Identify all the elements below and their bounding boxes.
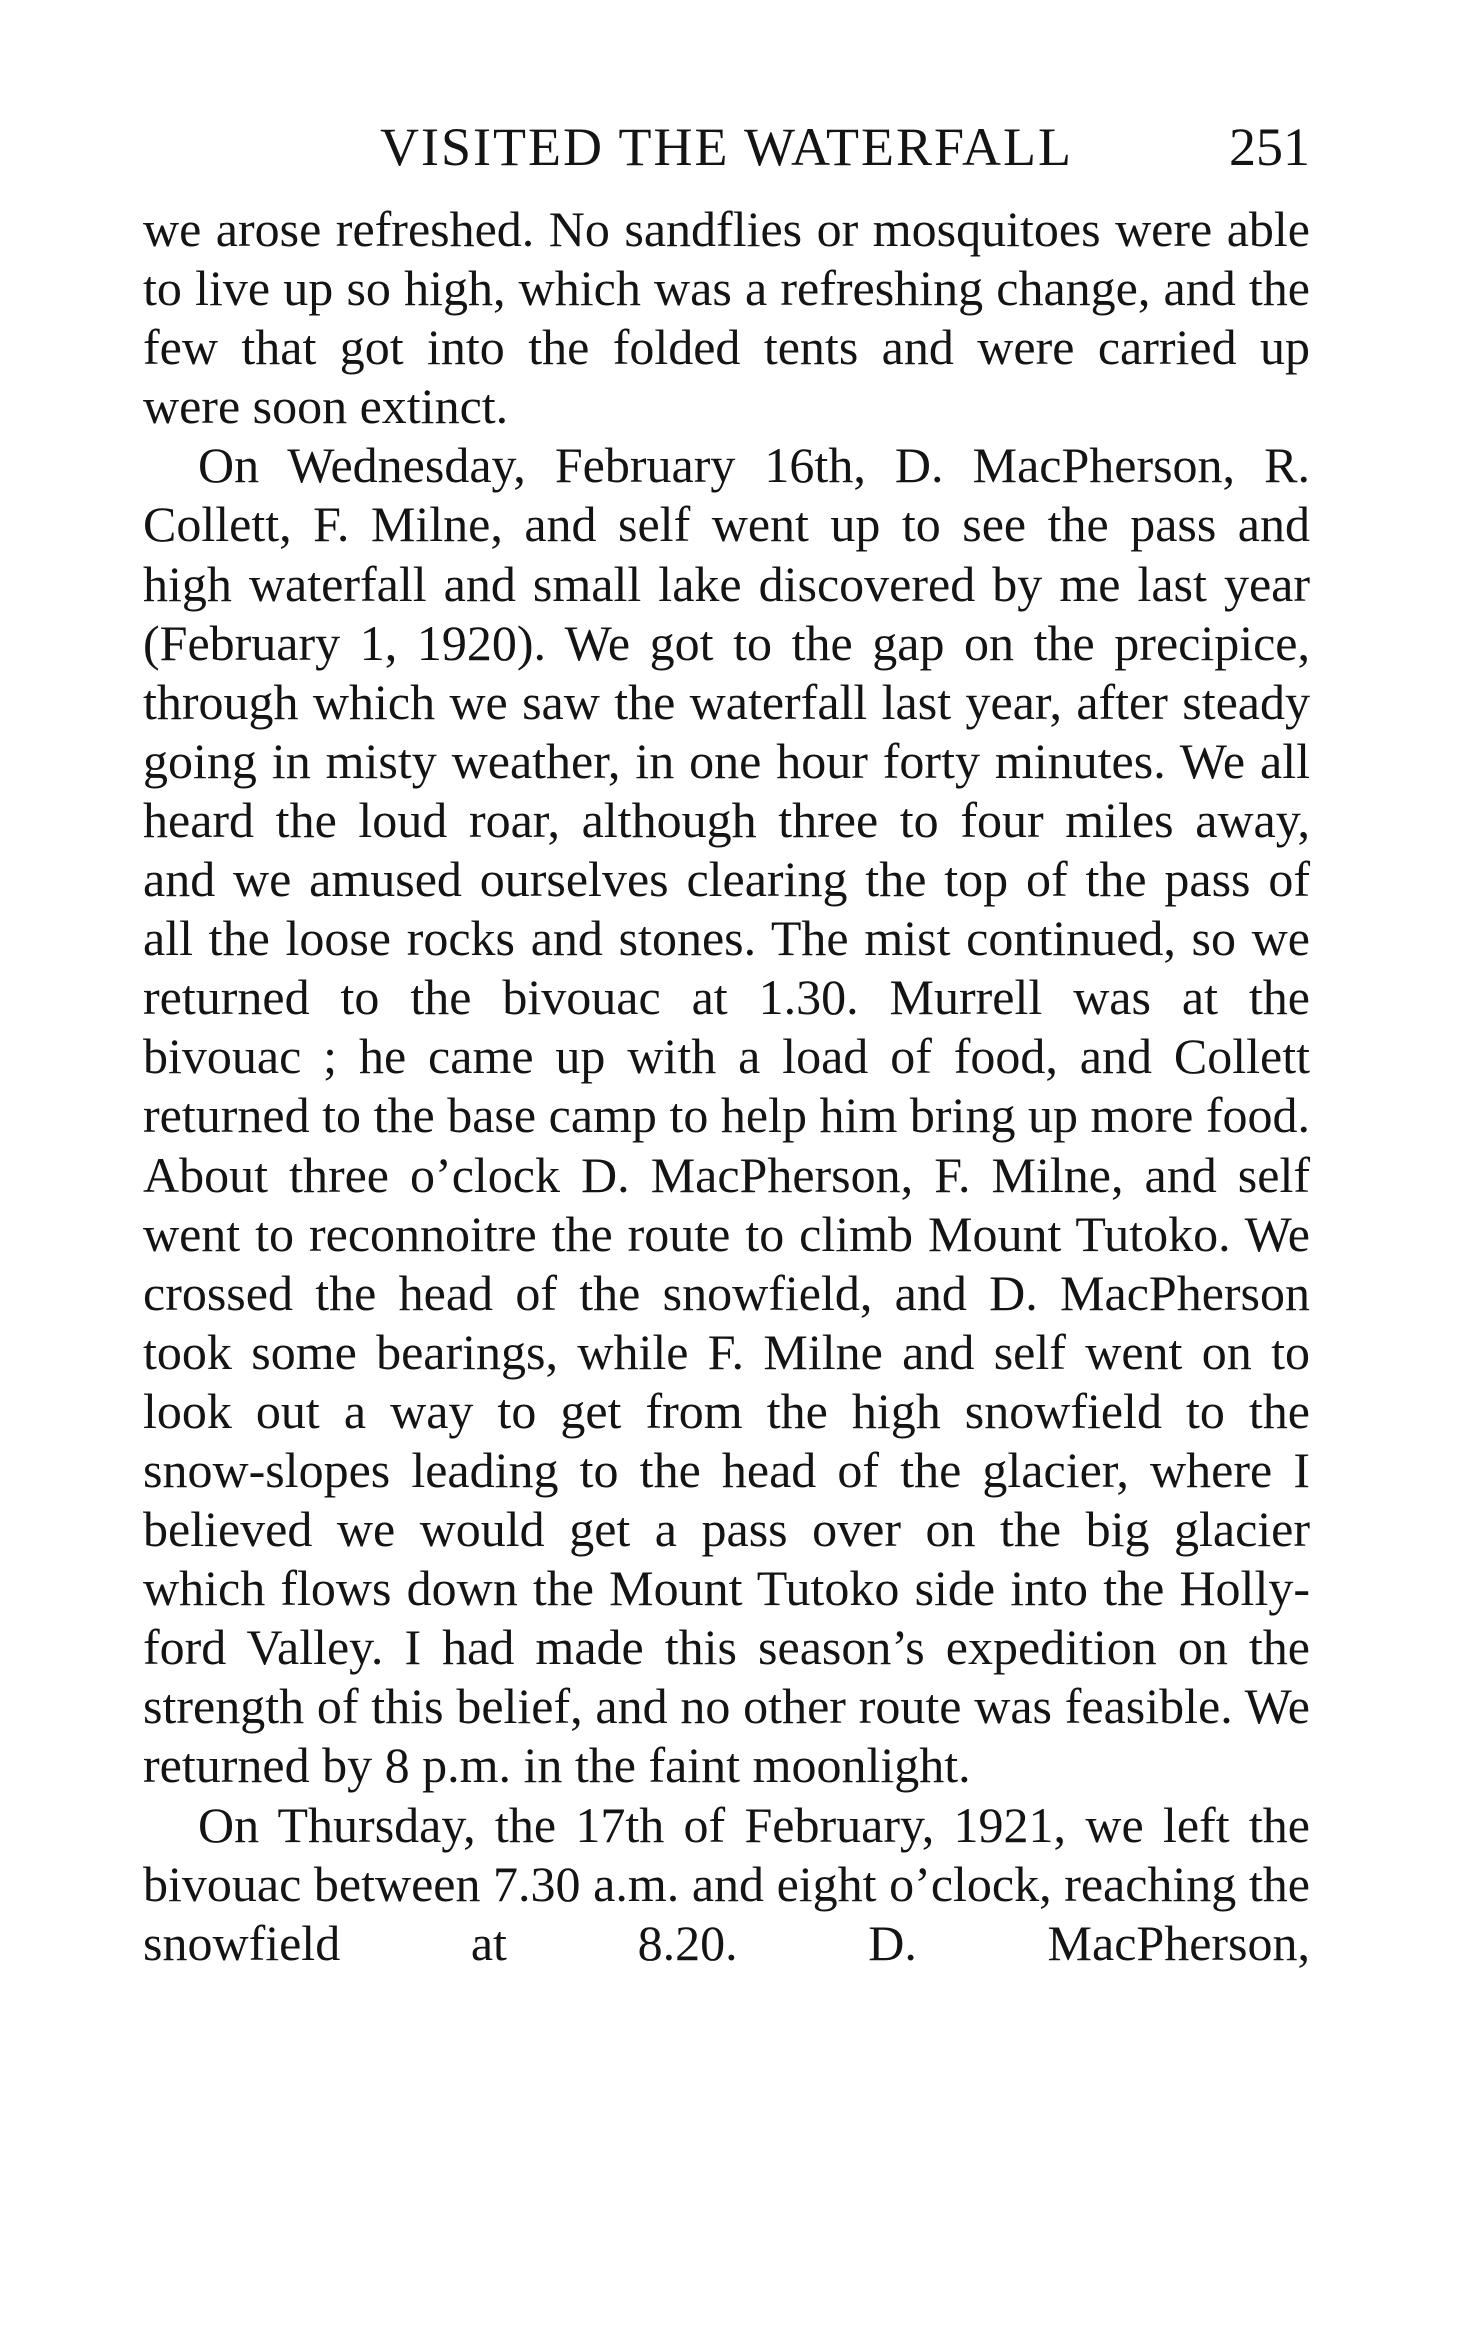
paragraph-wednesday: On Wednesday, February 16th, D. MacPherson, R. Collett, F. Milne, and self went up to see the pass and high waterfall and small lake discovered by me last year (February 1, 1920). We got to the gap on the precipice, through which we saw the waterfall last year, after steady going in misty weather, in one hour forty minutes. We all heard the loud roar, although three to four miles away, and we amused ourselves clearing the top of the pass of all the loose rocks and stones. The mist continued, so we returned to the bivouac at 1.30. Murrell was at the bivouac ; he came up with a load of food, and Collett returned to the base camp to help him bring up more food. About three o’clock D. MacPherson, F. Milne, and self went to reconnoitre the route to climb Mount Tutoko. We crossed the head of the snowfield, and D. MacPherson took some bearings, while F. Milne and self went on to look out a way to get from the high snowfield to the snow-slopes leading to the head of the glacier, where I believed we would get a pass over on the big glacier which flows down the Mount Tutoko side into the Hollyford Valley. I had made this season’s expedition on the strength of this belief, and no other route was feasible. We returned by 8 p.m. in the faint moonlight. [143, 437, 1310, 1794]
body-text [143, 200, 1310, 1973]
paragraph-thursday: On Thursday, the 17th of February, 1921, we left the bivouac between 7.30 a.m. and eight o’clock, reaching the snowfield at 8.20. D. MacPherson, [143, 1796, 1310, 1971]
running-head [143, 112, 1310, 182]
paragraph-continuation: we arose refreshed. No sandflies or mosquitoes were able to live up so high, which was a refreshing change, and the few that got into the folded tents and were carried up were soon extinct. [143, 201, 1310, 435]
page-number: 251 [1229, 117, 1310, 177]
running-title: VISITED THE WATERFALL [380, 117, 1073, 177]
